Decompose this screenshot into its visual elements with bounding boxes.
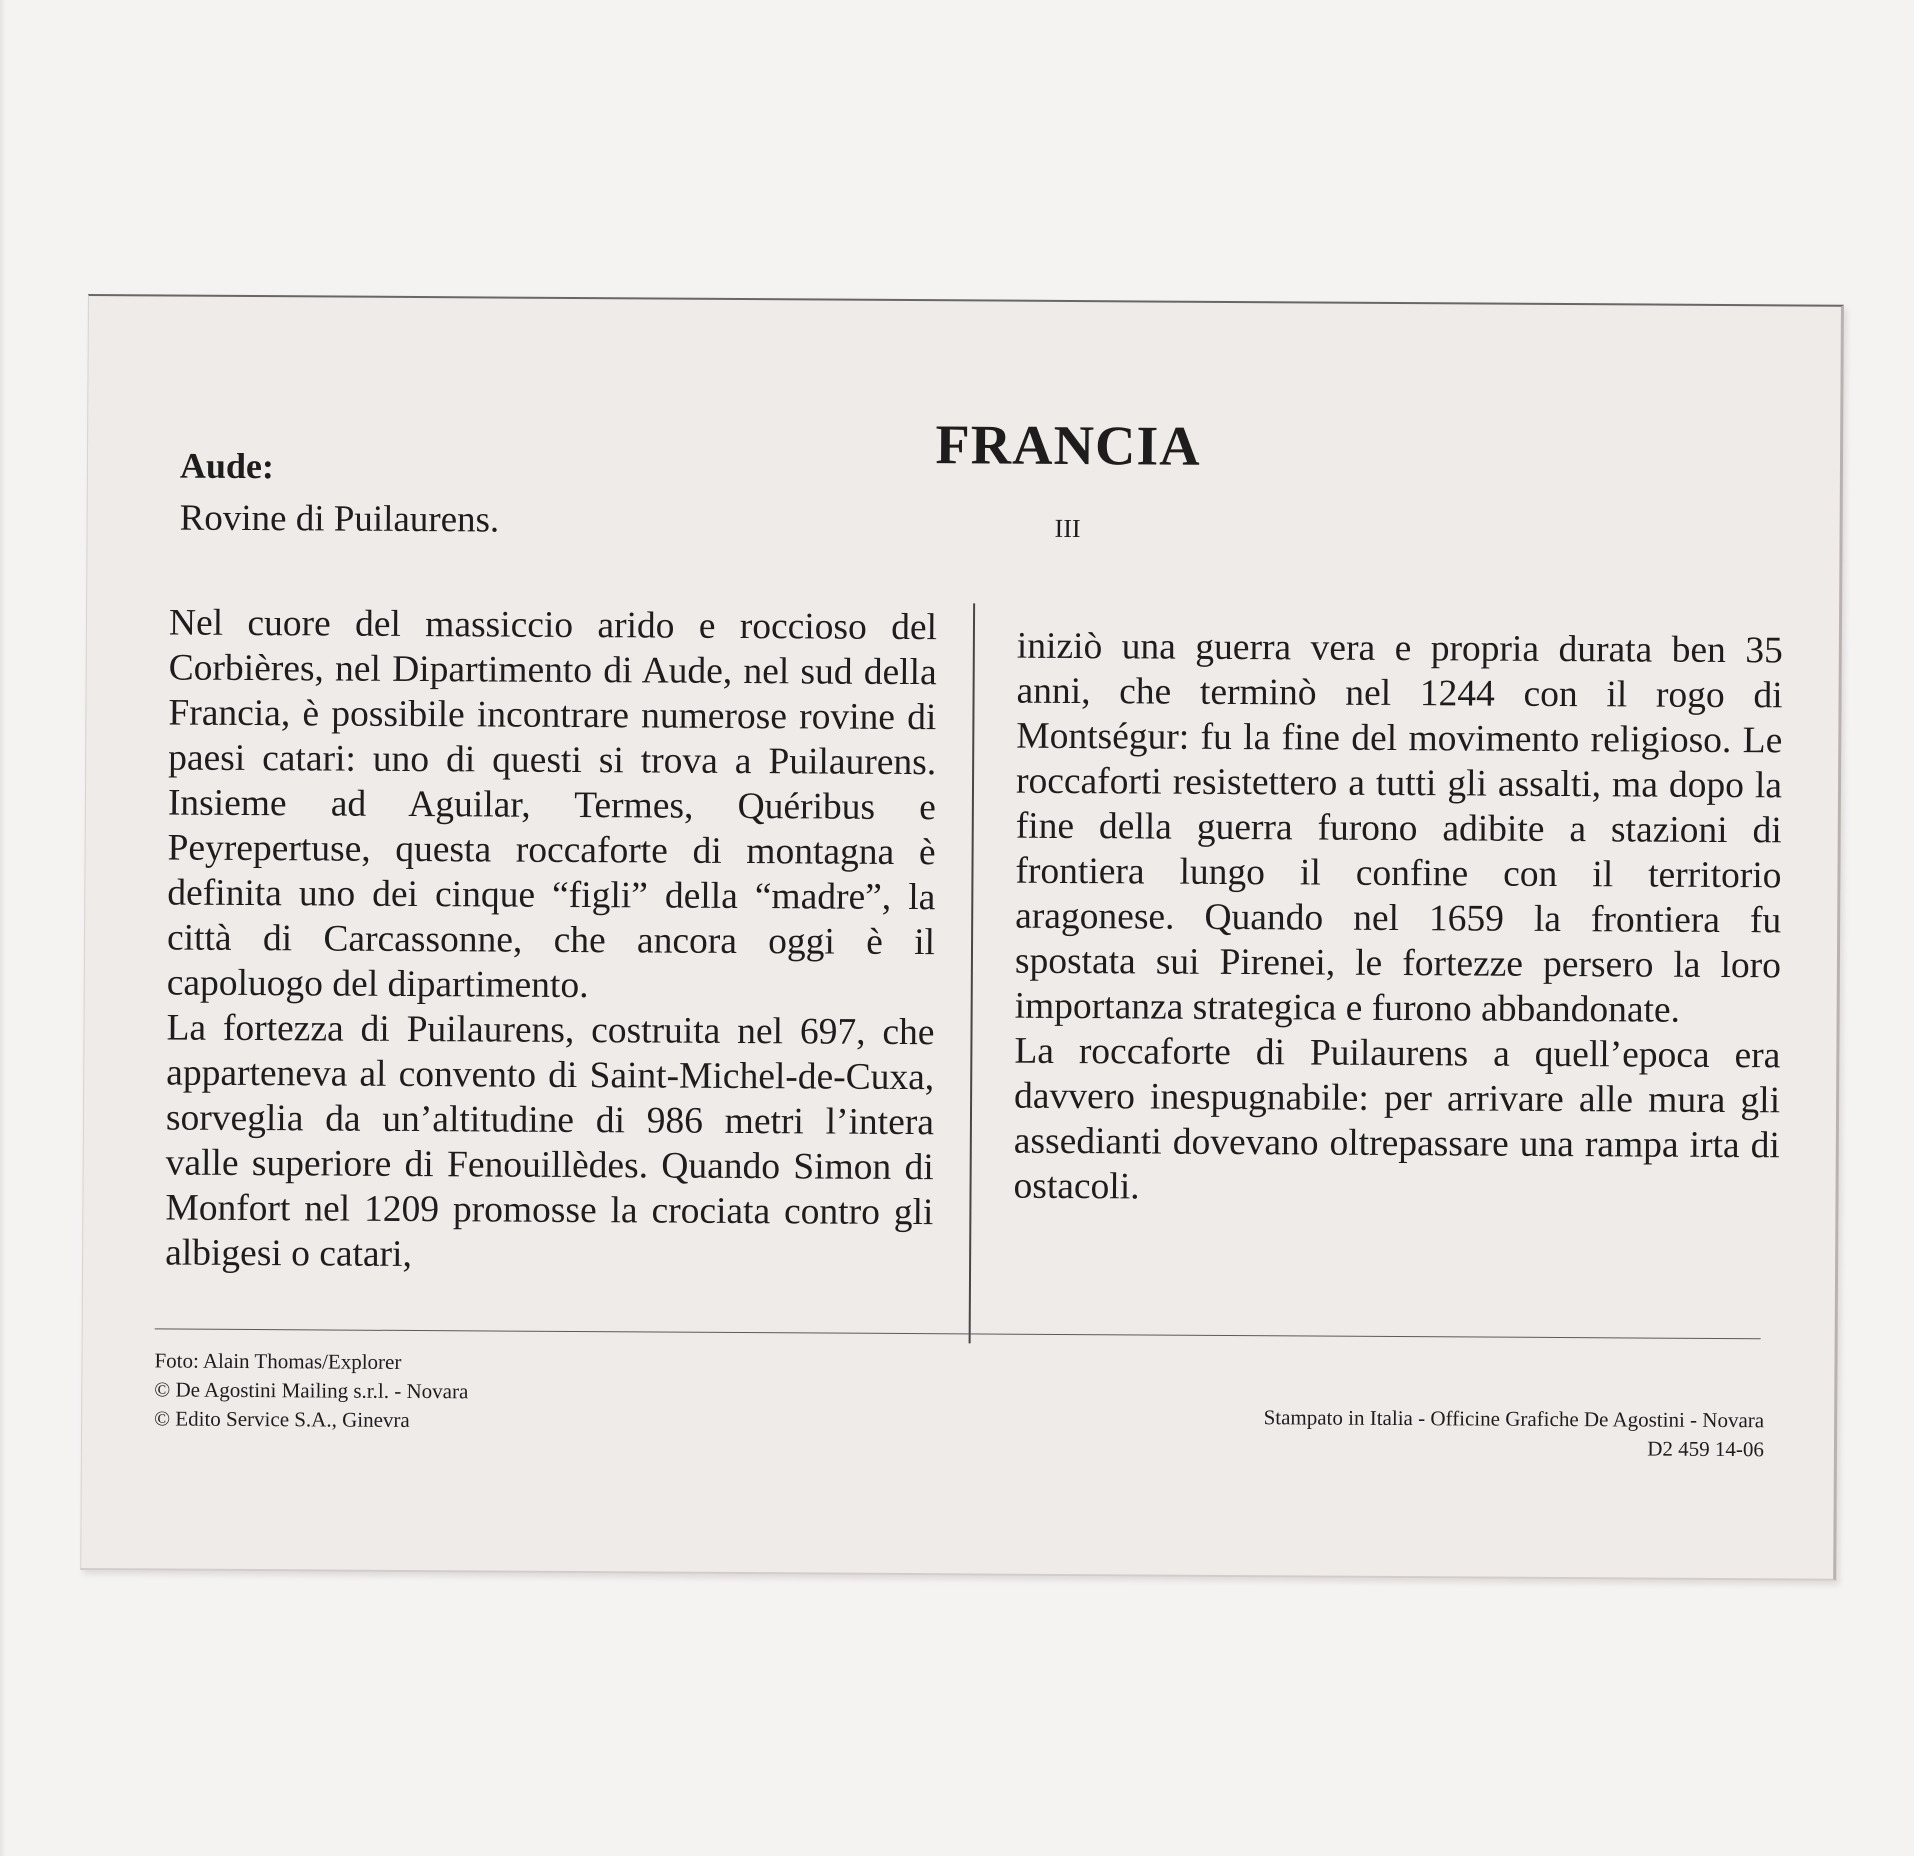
column-divider: [969, 603, 976, 1343]
footer-divider: [155, 1328, 1761, 1339]
subtitle: Rovine di Puilaurens.: [179, 497, 500, 541]
printer-line: Stampato in Italia - Officine Grafiche De Agostini - Novara: [1263, 1405, 1765, 1433]
copyright-line-2: © Edito Service S.A., Ginevra: [154, 1406, 410, 1432]
volume-numeral: III: [1054, 513, 1081, 544]
region-label: Aude:: [179, 445, 275, 487]
credits-block: [154, 1346, 469, 1435]
text-column-right: [1013, 624, 1783, 1214]
printer-block: [1263, 1403, 1764, 1464]
paragraph-left-1: Nel cuore del massiccio arido e roccioso del Corbières, nel Dipartimento di Aude, nel sud della Francia, è possibile incontrare numerose rovine di paesi catari: uno di questi si trova a Puilaurens. Insieme ad Aguilar, Termes, Quéribus e Peyrepertuse, questa roccaforte di montagna è definita uno dei cinque “figli” della “madre”, la città di Carcassonne, che ancora oggi è il capoluogo del dipartimento.: [166, 602, 938, 1007]
card-header: [87, 296, 1841, 567]
scan-edge: [0, 0, 6, 1856]
page-title: FRANCIA: [935, 414, 1201, 478]
copyright-line-1: © De Agostini Mailing s.r.l. - Novara: [154, 1377, 469, 1404]
postcard-back: [80, 294, 1844, 1581]
product-code: D2 459 14-06: [1647, 1436, 1765, 1462]
paragraph-left-2: La fortezza di Puilaurens, costruita nel 697, che apparteneva al convento di Saint-Michel-de-Cuxa, sorveglia da un’altitudine di 986 metri l’intera valle superiore di Fenouillèdes. Quando Simon di Monfort nel 1209 promosse la crociata contro gli albigesi o catari,: [165, 1007, 935, 1275]
photo-credit: Foto: Alain Thomas/Explorer: [154, 1348, 402, 1374]
paragraph-right-2: La roccaforte di Puilaurens a quell’epoca era davvero inespugnabile: per arrivare alle mura gli assedianti dovevano oltrepassare una rampa irta di ostacoli.: [1013, 1030, 1781, 1208]
text-column-left: [165, 601, 937, 1281]
paragraph-right-1: iniziò una guerra vera e propria durata ben 35 anni, che terminò nel 1244 con il rogo di Montségur: fu la fine del movimento religioso. Le roccaforti resistettero a tutti gli assalti, ma dopo la fine della guerra furono adibite a stazioni di frontiera lungo il confine con il territorio aragonese. Quando nel 1659 la frontiera fu spostata sui Pirenei, le fortezze persero la loro importanza strategica e furono abbandonate.: [1014, 625, 1783, 1031]
